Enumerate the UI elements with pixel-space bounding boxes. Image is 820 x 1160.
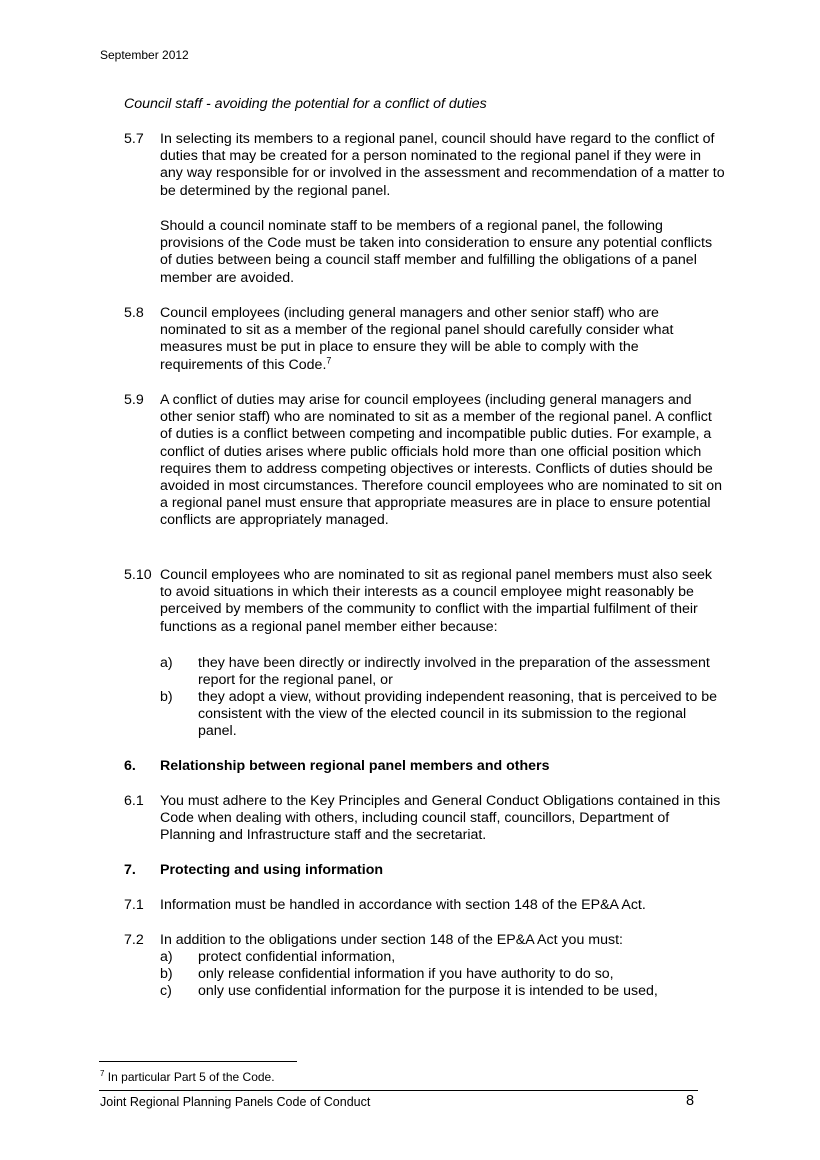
footnote-reference: 7 — [326, 354, 332, 365]
list-item-letter: c) — [160, 983, 172, 999]
list-item-letter: a) — [160, 949, 173, 965]
footer-title: Joint Regional Planning Panels Code of Conduct — [100, 1095, 371, 1109]
list-item: they have been directly or indirectly involved in the preparation of the assessment report for the regional panel, or — [198, 655, 710, 689]
clause-text: In addition to the obligations under section 148 of the EP&A Act you must: — [160, 932, 623, 948]
clause-number: 7.1 — [124, 897, 144, 913]
list-item-letter: b) — [160, 689, 173, 705]
clause-number: 5.8 — [124, 305, 144, 321]
list-item-letter: a) — [160, 655, 173, 671]
clause-text: Information must be handled in accordance with section 148 of the EP&A Act. — [160, 897, 646, 913]
clause-number: 5.9 — [124, 392, 144, 408]
footnote-separator — [99, 1061, 297, 1062]
clause-number: 5.10 — [124, 567, 152, 583]
clause-text: Should a council nominate staff to be members of a regional panel, the following provisions of the Code must be taken into consideration to ensure any potential conflicts of duties between being a council staff member and fulfilling the obligations of a panel member are avoided. — [160, 218, 713, 286]
section-number: 7. — [124, 862, 136, 878]
section-heading: Relationship between regional panel members and others — [160, 758, 550, 774]
list-item: they adopt a view, without providing independent reasoning, that is perceived to be consistent with the view of the elected council in its submission to the regional panel. — [198, 689, 717, 740]
clause-text: You must adhere to the Key Principles and General Conduct Obligations contained in this Code when dealing with others, including council staff, councillors, Department of Planning and Infrastructure staff and the secretariat. — [160, 793, 721, 844]
clause-number: 5.7 — [124, 131, 144, 147]
clause-text: In selecting its members to a regional panel, council should have regard to the conflict of duties that may be created for a person nominated to the regional panel if they were in any way responsible for or involved in the assessment and recommendation of a matter to be determined by the regional panel. — [160, 131, 725, 199]
footnote-marker: 7 — [100, 1069, 105, 1078]
footnote-text: In particular Part 5 of the Code. — [107, 1070, 275, 1084]
section-heading: Protecting and using information — [160, 862, 384, 878]
footnote — [100, 1070, 275, 1084]
clause-text: A conflict of duties may arise for council employees (including general managers and other senior staff) who are nominated to sit as a member of the regional panel. A conflict of duties is a conflict between competing and incompatible public duties. For example, a conflict of duties arises where public officials hold more than one official position which requires them to address competing objectives or interests. Conflicts of duties should be avoided in most circumstances. Therefore council employees who are nominated to sit on a regional panel must ensure that appropriate measures are in place to ensure potential conflicts are appropriately managed. — [160, 392, 723, 529]
subheading: Council staff - avoiding the potential for a conflict of duties — [124, 96, 487, 112]
list-item-letter: b) — [160, 966, 173, 982]
clause-text — [160, 305, 725, 374]
clause-number: 6.1 — [124, 793, 144, 809]
clause-text: Council employees who are nominated to sit as regional panel members must also seek to avoid situations in which their interests as a council employee might reasonably be perceived by members of the community to conflict with the impartial fulfilment of their functions as a regional panel member either because: — [160, 567, 713, 635]
clause-number: 7.2 — [124, 932, 144, 948]
list-item: only use confidential information for the purpose it is intended to be used, — [198, 983, 658, 999]
page-number: 8 — [686, 1093, 695, 1109]
list-item: protect confidential information, — [198, 949, 396, 965]
header-date: September 2012 — [100, 48, 189, 62]
section-number: 6. — [124, 758, 136, 774]
clause-body: Council employees (including general managers and other senior staff) who are nominated to sit as a member of the regional panel should carefully consider what measures must be put in place to ensure they will be able to comply with the requirements of this Code. — [160, 305, 674, 373]
list-item: only release confidential information if you have authority to do so, — [198, 966, 614, 982]
footer-rule — [99, 1090, 698, 1091]
